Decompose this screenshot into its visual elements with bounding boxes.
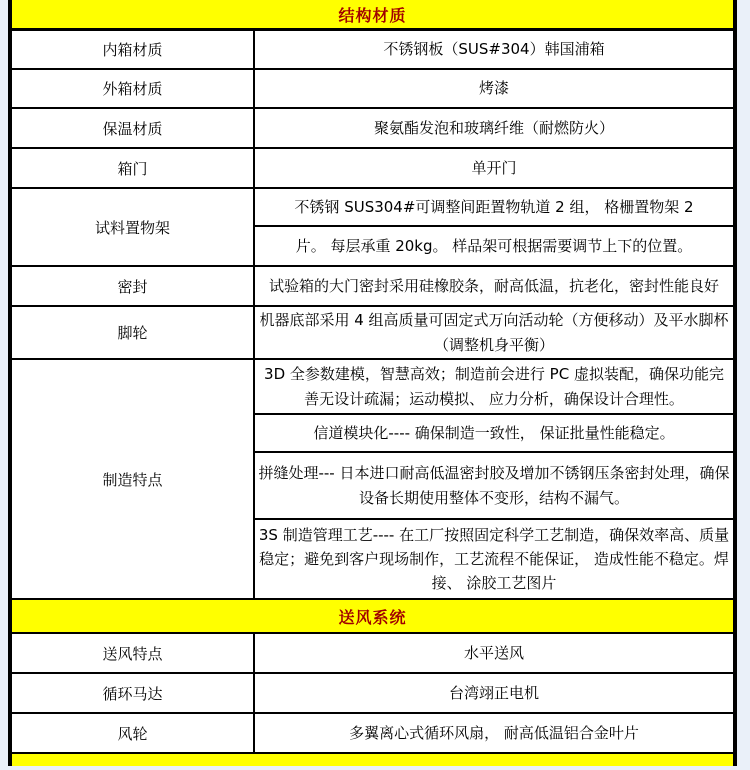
spec-label: 循环马达 <box>12 674 255 712</box>
spec-value: 3D 全参数建模，智慧高效；制造前会进行 PC 虚拟装配，确保功能完善无设计疏漏；运动模拟、 应力分析，确保设计合理性。 <box>255 360 733 415</box>
spec-label: 制造特点 <box>12 360 255 598</box>
table-row <box>12 109 733 149</box>
spec-value: 不锈钢 SUS304#可调整间距置物轨道 2 组， 格栅置物架 2 <box>255 189 733 227</box>
table-row <box>12 714 733 754</box>
spec-value: 台湾翊正电机 <box>448 683 539 702</box>
spec-value: 不锈钢板（SUS#304）韩国浦箱 <box>383 40 605 59</box>
table-row <box>12 674 733 714</box>
spec-value-group <box>255 189 733 265</box>
spec-label: 内箱材质 <box>12 31 255 68</box>
spec-value: 3S 制造管理工艺---- 在工厂按照固定科学工艺制造，确保效率高、质量稳定；避免到客户现场制作，工艺流程不能保证， 造成性能不稳定。焊接、 涂胶工艺图片 <box>258 525 730 593</box>
table-row <box>12 634 733 674</box>
section-header-air-supply-system: 送风系统 <box>12 600 733 634</box>
spec-label: 外箱材质 <box>12 70 255 107</box>
spec-value: 单开门 <box>471 158 517 177</box>
spec-label: 保温材质 <box>12 109 255 147</box>
table-row <box>12 31 733 70</box>
spec-value-group <box>255 360 733 598</box>
section-header-structure-materials: 结构材质 <box>12 0 733 31</box>
spec-label: 送风特点 <box>12 634 255 672</box>
spec-label: 试料置物架 <box>12 189 255 265</box>
spec-value: 聚氨酯发泡和玻璃纤维（耐燃防火） <box>373 118 614 137</box>
spec-label: 风轮 <box>12 714 255 752</box>
table-row <box>12 149 733 189</box>
table-row <box>12 267 733 307</box>
spec-label: 密封 <box>12 267 255 305</box>
table-row-shelves <box>12 189 733 267</box>
spec-value: 多翼离心式循环风扇， 耐高低温铝合金叶片 <box>349 723 639 742</box>
spec-label: 箱门 <box>12 149 255 187</box>
spec-table <box>8 0 737 766</box>
spec-value: 试验箱的大门密封采用硅橡胶条，耐高低温，抗老化，密封性能良好 <box>268 276 719 295</box>
table-row <box>12 307 733 360</box>
spec-value: 水平送风 <box>463 643 524 662</box>
section-header-partial <box>12 754 733 766</box>
table-row <box>12 70 733 109</box>
spec-value: 拼缝处理--- 日本进口耐高低温密封胶及增加不锈钢压条密封处理，确保设备长期使用整体不变形，结构不漏气。 <box>255 453 733 520</box>
spec-value: 信道模块化---- 确保制造一致性， 保证批量性能稳定。 <box>255 415 733 453</box>
spec-value: 机器底部采用 4 组高质量可固定式万向活动轮（方便移动）及平水脚杯（调整机身平衡） <box>259 311 729 354</box>
spec-value: 烤漆 <box>478 79 509 98</box>
table-row-manufacturing-features <box>12 360 733 600</box>
spec-value: 片。 每层承重 20kg。 样品架可根据需要调节上下的位置。 <box>295 236 693 255</box>
spec-label: 脚轮 <box>12 307 255 358</box>
